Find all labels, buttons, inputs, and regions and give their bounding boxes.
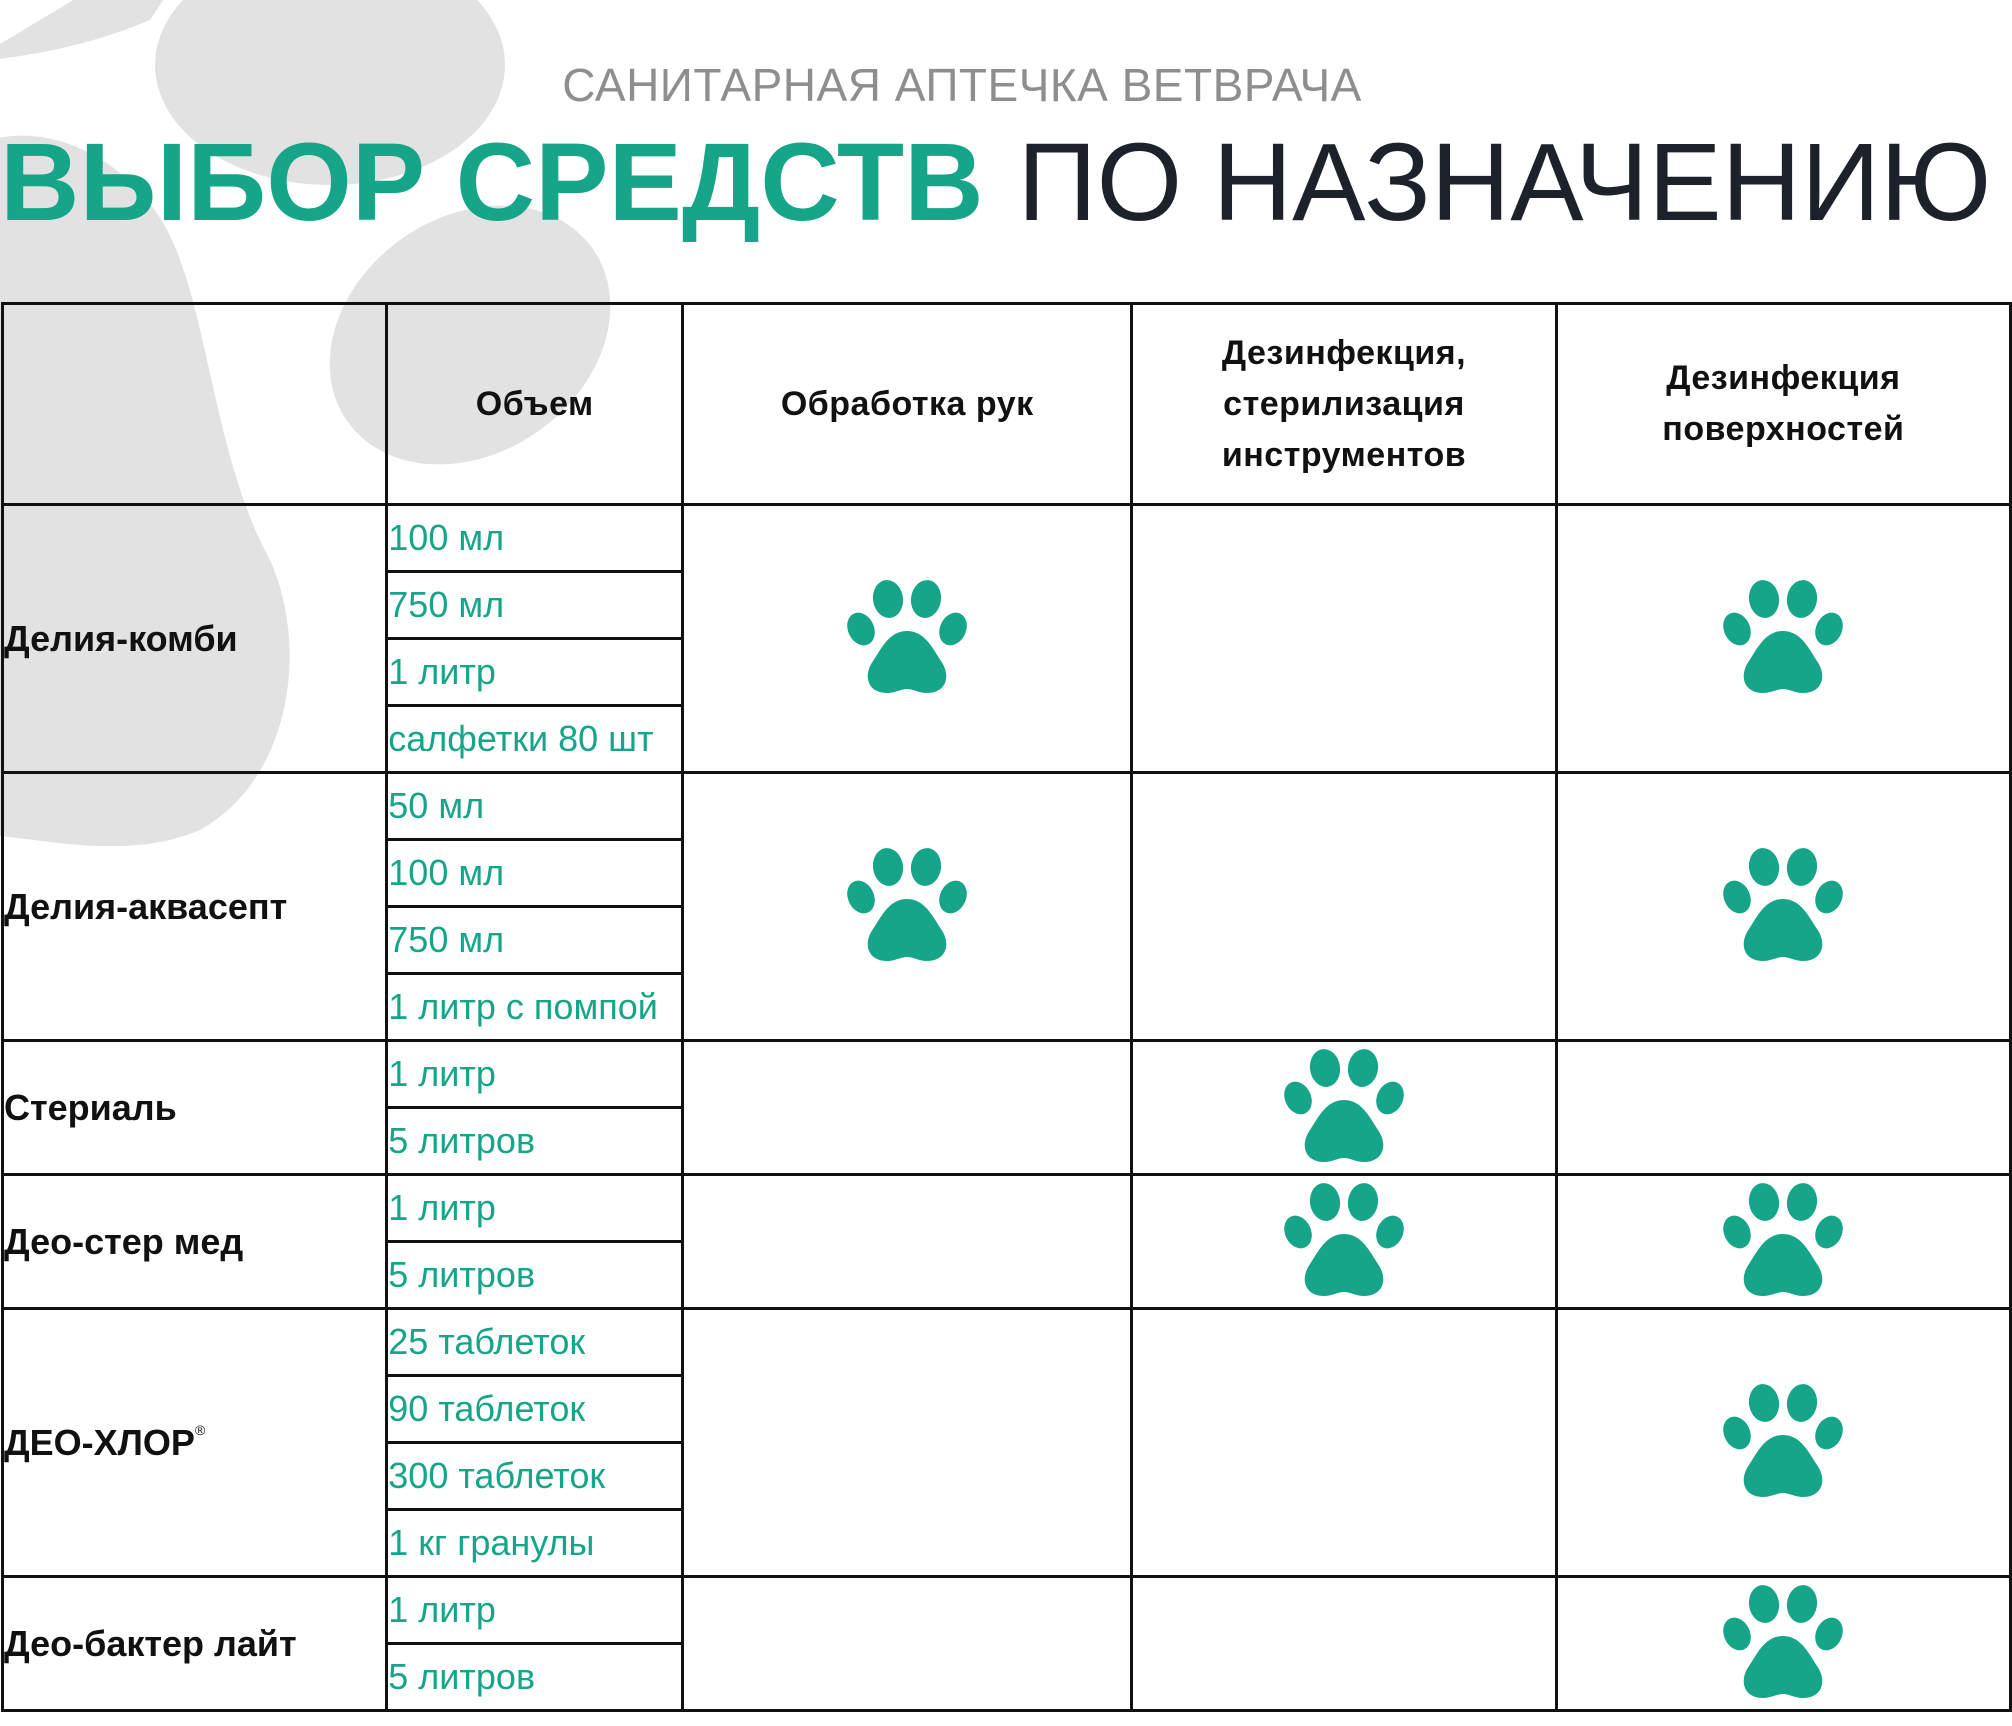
- table-body: [3, 505, 2011, 1711]
- header-hands: Обработка рук: [683, 304, 1132, 505]
- table-row: [3, 1041, 2011, 1108]
- volume-option: 90 таблеток: [387, 1376, 683, 1443]
- page-subtitle: САНИТАРНАЯ АПТЕЧКА ВЕТВРАЧА: [562, 59, 1362, 111]
- paw-print-icon: [1721, 1182, 1845, 1296]
- cell-instruments: [1132, 1309, 1556, 1577]
- cell-surfaces: [1556, 1577, 2010, 1711]
- paw-print-icon: [1721, 1383, 1845, 1497]
- table-row: [3, 773, 2011, 840]
- volume-option: 1 литр: [387, 1175, 683, 1242]
- table-header-row: [3, 304, 2011, 505]
- page-header: [0, 0, 2012, 300]
- product-name-text: Део-стер мед: [4, 1220, 244, 1262]
- cell-surfaces: [1556, 1175, 2010, 1309]
- volume-option: 50 мл: [387, 773, 683, 840]
- paw-print-icon: [1721, 847, 1845, 961]
- product-name: [3, 1309, 387, 1577]
- cell-hands: [683, 505, 1132, 773]
- cell-instruments: [1132, 1041, 1556, 1175]
- volume-option: 5 литров: [387, 1242, 683, 1309]
- cell-surfaces: [1556, 773, 2010, 1041]
- product-name-text: Делия-аквасепт: [4, 885, 288, 927]
- volume-option: 100 мл: [387, 505, 683, 572]
- header-product: [3, 304, 387, 505]
- product-name: [3, 505, 387, 773]
- volume-option: 25 таблеток: [387, 1309, 683, 1376]
- volume-option: 300 таблеток: [387, 1443, 683, 1510]
- volume-option: 1 литр: [387, 1041, 683, 1108]
- paw-print-icon: [1721, 1584, 1845, 1698]
- volume-option: 750 мл: [387, 907, 683, 974]
- cell-hands: [683, 1577, 1132, 1711]
- volume-option: 5 литров: [387, 1644, 683, 1711]
- cell-hands: [683, 1175, 1132, 1309]
- cell-hands: [683, 1041, 1132, 1175]
- page-title: [0, 118, 1992, 248]
- volume-option: салфетки 80 шт: [387, 706, 683, 773]
- cell-instruments: [1132, 1577, 1556, 1711]
- cell-surfaces: [1556, 505, 2010, 773]
- paw-print-icon: [1282, 1182, 1406, 1296]
- cell-hands: [683, 773, 1132, 1041]
- volume-option: 100 мл: [387, 840, 683, 907]
- product-name: [3, 1175, 387, 1309]
- table-row: [3, 1175, 2011, 1242]
- product-name-text: ДЕО-ХЛОР: [4, 1421, 195, 1463]
- title-highlight: ВЫБОР СРЕДСТВ: [0, 121, 984, 244]
- volume-option: 1 литр: [387, 1577, 683, 1644]
- paw-print-icon: [845, 579, 969, 693]
- volume-option: 750 мл: [387, 572, 683, 639]
- product-name-text: Део-бактер лайт: [4, 1622, 297, 1664]
- product-name: [3, 1041, 387, 1175]
- header-instruments: Дезинфекция, стерилизация инструментов: [1132, 304, 1556, 505]
- volume-option: 1 литр: [387, 639, 683, 706]
- cell-surfaces: [1556, 1041, 2010, 1175]
- table-row: [3, 505, 2011, 572]
- product-name: [3, 1577, 387, 1711]
- cell-instruments: [1132, 773, 1556, 1041]
- table-row: [3, 1577, 2011, 1644]
- product-name-text: Делия-комби: [4, 617, 238, 659]
- paw-print-icon: [1721, 579, 1845, 693]
- cell-instruments: [1132, 505, 1556, 773]
- header-surfaces: Дезинфекция поверхностей: [1556, 304, 2010, 505]
- cell-instruments: [1132, 1175, 1556, 1309]
- volume-option: 5 литров: [387, 1108, 683, 1175]
- cell-surfaces: [1556, 1309, 2010, 1577]
- cell-hands: [683, 1309, 1132, 1577]
- volume-option: 1 кг гранулы: [387, 1510, 683, 1577]
- registered-mark: ®: [194, 1421, 206, 1438]
- paw-print-icon: [845, 847, 969, 961]
- product-name: [3, 773, 387, 1041]
- volume-option: 1 литр с помпой: [387, 974, 683, 1041]
- table-row: [3, 1309, 2011, 1376]
- header-volume: Объем: [387, 304, 683, 505]
- title-rest: ПО НАЗНАЧЕНИЮ: [1017, 121, 1992, 244]
- products-table: [1, 302, 2012, 1712]
- paw-print-icon: [1282, 1048, 1406, 1162]
- product-name-text: Стериаль: [4, 1086, 177, 1128]
